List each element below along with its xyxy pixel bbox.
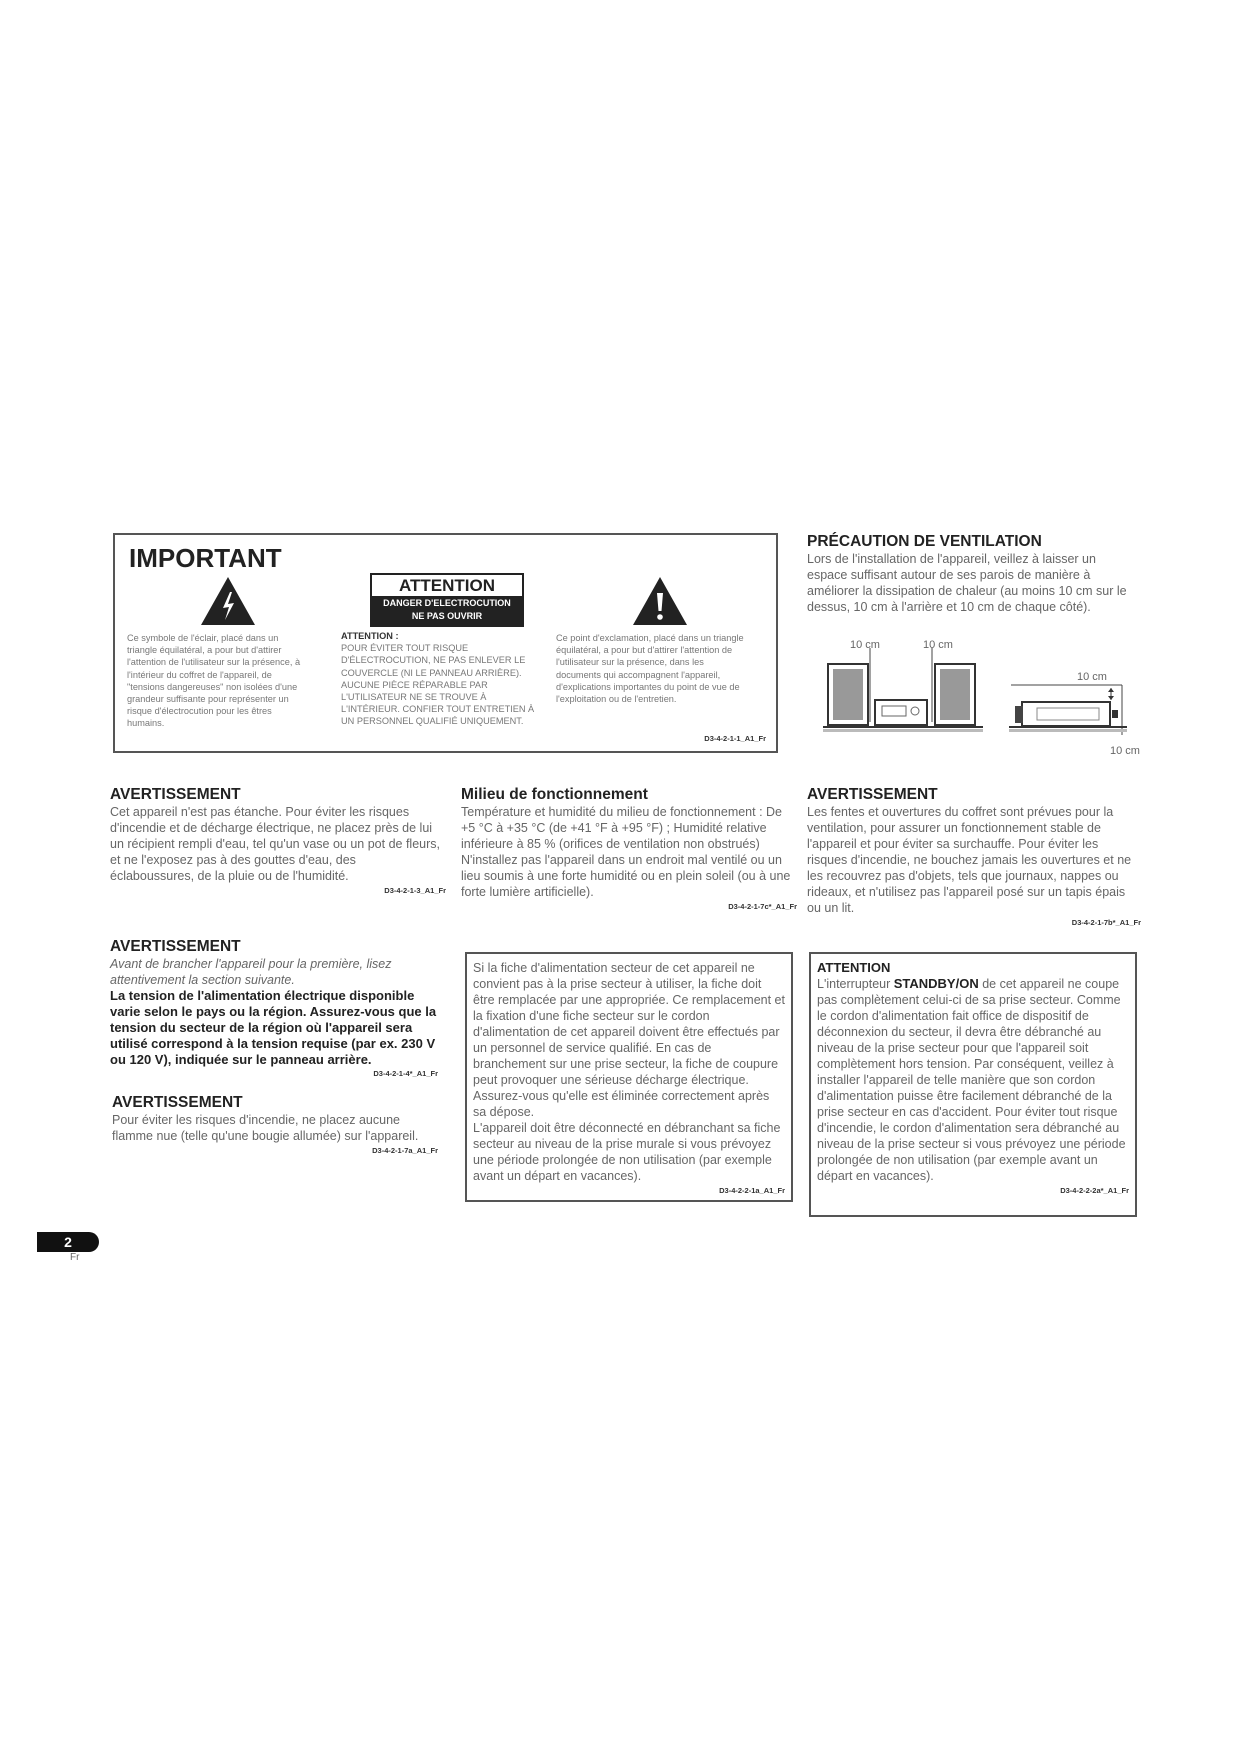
lightning-warning-icon [199,575,257,627]
ventilation-diagram [815,640,1145,760]
plug-replacement-text: Si la fiche d'alimentation secteur de cet appareil ne convient pas à la prise secteur à utiliser, la fiche doit être remplacée par une appropriée. Ce remplacement et la fixation d'une fiche secteur sur le cordon d'alimentation de cet appareil doivent être effectués par un personnel de service qualifié. En cas de branchement sur une prise secteur, la fiche de coupure peut provoquer une sérieuse décharge électrique. Assurez-vous qu'elle est éliminée correctement après sa dépose. [473,961,785,1119]
standby-button-name: STANDBY/ON [893,976,979,991]
environment-text2: N'installez pas l'appareil dans un endroit mal ventilé ou un lieu soumis à une forte humidité ou en plein soleil (ou à une forte lumière artificielle). [461,853,791,899]
warning-water-code: D3-4-2-1-3_A1_Fr [384,886,446,895]
standby-text-pre: L'interrupteur [817,977,894,991]
standby-attention-box [809,952,1137,1217]
ventilation-text: Lors de l'installation de l'appareil, veillez à laisser un espace suffisant autour de ses parois de manière à améliorer la dissipation de chaleur (au moins 10 cm sur le dessus, 10 cm à l'arrière et 10 cm de chaque côté). [807,552,1127,614]
attention-label-title: ATTENTION [398,576,495,595]
attention-label [370,573,524,627]
attention-label-sub1: DANGER D'ELECTROCUTION [383,598,511,608]
warning-water-title: AVERTISSEMENT [110,786,241,803]
exclamation-explanation: Ce point d'exclamation, placé dans un triangle équilatéral, a pour but d'attirer l'attention de l'utilisateur sur la présence, dans les documents qui accompagnent l'appareil, d'explications importantes du point de vue de l'exploitation ou de l'entretien. [556,633,744,705]
exclamation-warning-icon [631,575,689,627]
standby-attention-title: ATTENTION [817,960,891,975]
important-box [113,533,778,753]
side-clearance-right-label: 10 cm [923,640,953,651]
warning-openings-section [807,786,1141,927]
important-title: IMPORTANT [129,543,282,573]
page-number-tab [37,1232,99,1252]
important-code: D3-4-2-1-1_A1_Fr [704,734,766,743]
environment-title: Milieu de fonctionnement [461,786,648,803]
plug-disconnect-text: L'appareil doit être déconnecté en débranchant sa fiche secteur au niveau de la prise murale si vous prévoyez une période prolongée de non utilisation (par exemple avant un départ en vacances). [473,1121,781,1183]
standby-box-code: D3-4-2-2-2a*_A1_Fr [1060,1186,1129,1195]
attention-label-sub2: NE PAS OUVRIR [411,611,483,621]
side-clearance-left-label: 10 cm [850,640,880,651]
unit-side-icon [1022,702,1110,726]
warning-voltage-title: AVERTISSEMENT [110,938,241,955]
plug-replacement-box [465,952,793,1202]
warning-flame-title: AVERTISSEMENT [112,1094,243,1111]
ventilation-title: PRÉCAUTION DE VENTILATION [807,533,1042,550]
standby-attention-text [817,976,1129,1184]
warning-voltage-code: D3-4-2-1-4*_A1_Fr [373,1069,438,1078]
warning-openings-code: D3-4-2-1-7b*_A1_Fr [1071,918,1141,927]
attention-text: POUR ÉVITER TOUT RISQUE D'ÉLECTROCUTION, NE PAS ENLEVER LE COUVERCLE (NI LE PANNEAU ARRIÈRE). AUCUNE PIÈCE RÉPARABLE PAR L'UTILISATEUR NE SE TROUVE À L'INTÉRIEUR. CONFIER TOUT ENTRETIEN À UN PERSONNEL QUALIFIÉ UNIQUEMENT. [341,643,535,727]
side-view-illustration [1009,685,1127,735]
warning-openings-text: Les fentes et ouvertures du coffret sont prévues pour la ventilation, pour assurer un fonctionnement stable de l'appareil et pour éviter sa surchauffe. Pour éviter les risques d'incendie, ne bouchez jamais les ouvertures et ne les recouvrez pas d'objets, tels que journaux, nappes ou rideaux, et n'utilisez pas l'appareil posé sur un tapis épais ou un lit. [807,805,1132,915]
warning-water-section [110,786,446,895]
attention-heading: ATTENTION : [341,631,399,641]
page-number: 2 [64,1234,72,1250]
warning-voltage-section [110,938,438,1078]
rear-clearance-label: 10 cm [1110,745,1140,757]
warning-voltage-bold: La tension de l'alimentation électrique disponible varie selon le pays ou la région. Assurez-vous que la tension du secteur de la région où l'appareil sera utilisé correspond à la tension requise (par ex. 230 V ou 120 V), indiquée sur le panneau arrière. [110,988,437,1067]
warning-flame-code: D3-4-2-1-7a_A1_Fr [372,1146,438,1155]
top-clearance-label: 10 cm [1077,671,1107,683]
page-language: Fr [70,1252,80,1263]
environment-text1: Température et humidité du milieu de fonctionnement : De +5 °C à +35 °C (de +41 °F à +95 °F) ; Humidité relative inférieure à 85 % (orifices de ventilation non obstrués) [461,805,783,851]
warning-voltage-italic: Avant de brancher l'appareil pour la première, lisez attentivement la section suivante. [110,957,392,987]
ventilation-section [807,533,1137,615]
front-view-illustration [823,648,983,732]
environment-section [461,786,797,911]
warning-water-text: Cet appareil n'est pas étanche. Pour éviter les risques d'incendie et de décharge électrique, ne placez près de lui un récipient rempli d'eau, tel qu'un vase ou un pot de fleurs, et ne l'exposez pas à des gouttes d'eau, des éclaboussures, de la pluie ou de l'humidité. [110,805,440,883]
warning-flame-text: Pour éviter les risques d'incendie, ne placez aucune flamme nue (telle qu'une bougie allumée) sur l'appareil. [112,1113,419,1143]
warning-openings-title: AVERTISSEMENT [807,786,938,803]
warning-flame-section [112,1094,438,1155]
plug-box-code: D3-4-2-2-1a_A1_Fr [719,1186,785,1195]
standby-text-post: de cet appareil ne coupe pas complètement celui-ci de sa prise secteur. Comme le cordon d'alimentation fait office de dispositif de déconnexion du secteur, il devra être débranché au niveau de la prise secteur pour que l'appareil soit complètement hors tension. Par conséquent, veillez à installer l'appareil de telle manière que son cordon d'alimentation puisse être facilement débranché de la prise secteur en cas d'accident. Pour éviter tout risque d'incendie, le cordon d'alimentation sera débranché au niveau de la prise secteur si vous prévoyez une période prolongée de non utilisation (par exemple avant un départ en vacances). [817,977,1126,1183]
environment-code: D3-4-2-1-7c*_A1_Fr [728,902,797,911]
lightning-explanation: Ce symbole de l'éclair, placé dans un triangle équilatéral, a pour but d'attirer l'attention de l'utilisateur sur la présence, à l'intérieur du coffret de l'appareil, de "tensions dangereuses" non isolées d'une grandeur suffisante pour représenter un risque d'électrocution pour les êtres humains. [127,633,301,729]
